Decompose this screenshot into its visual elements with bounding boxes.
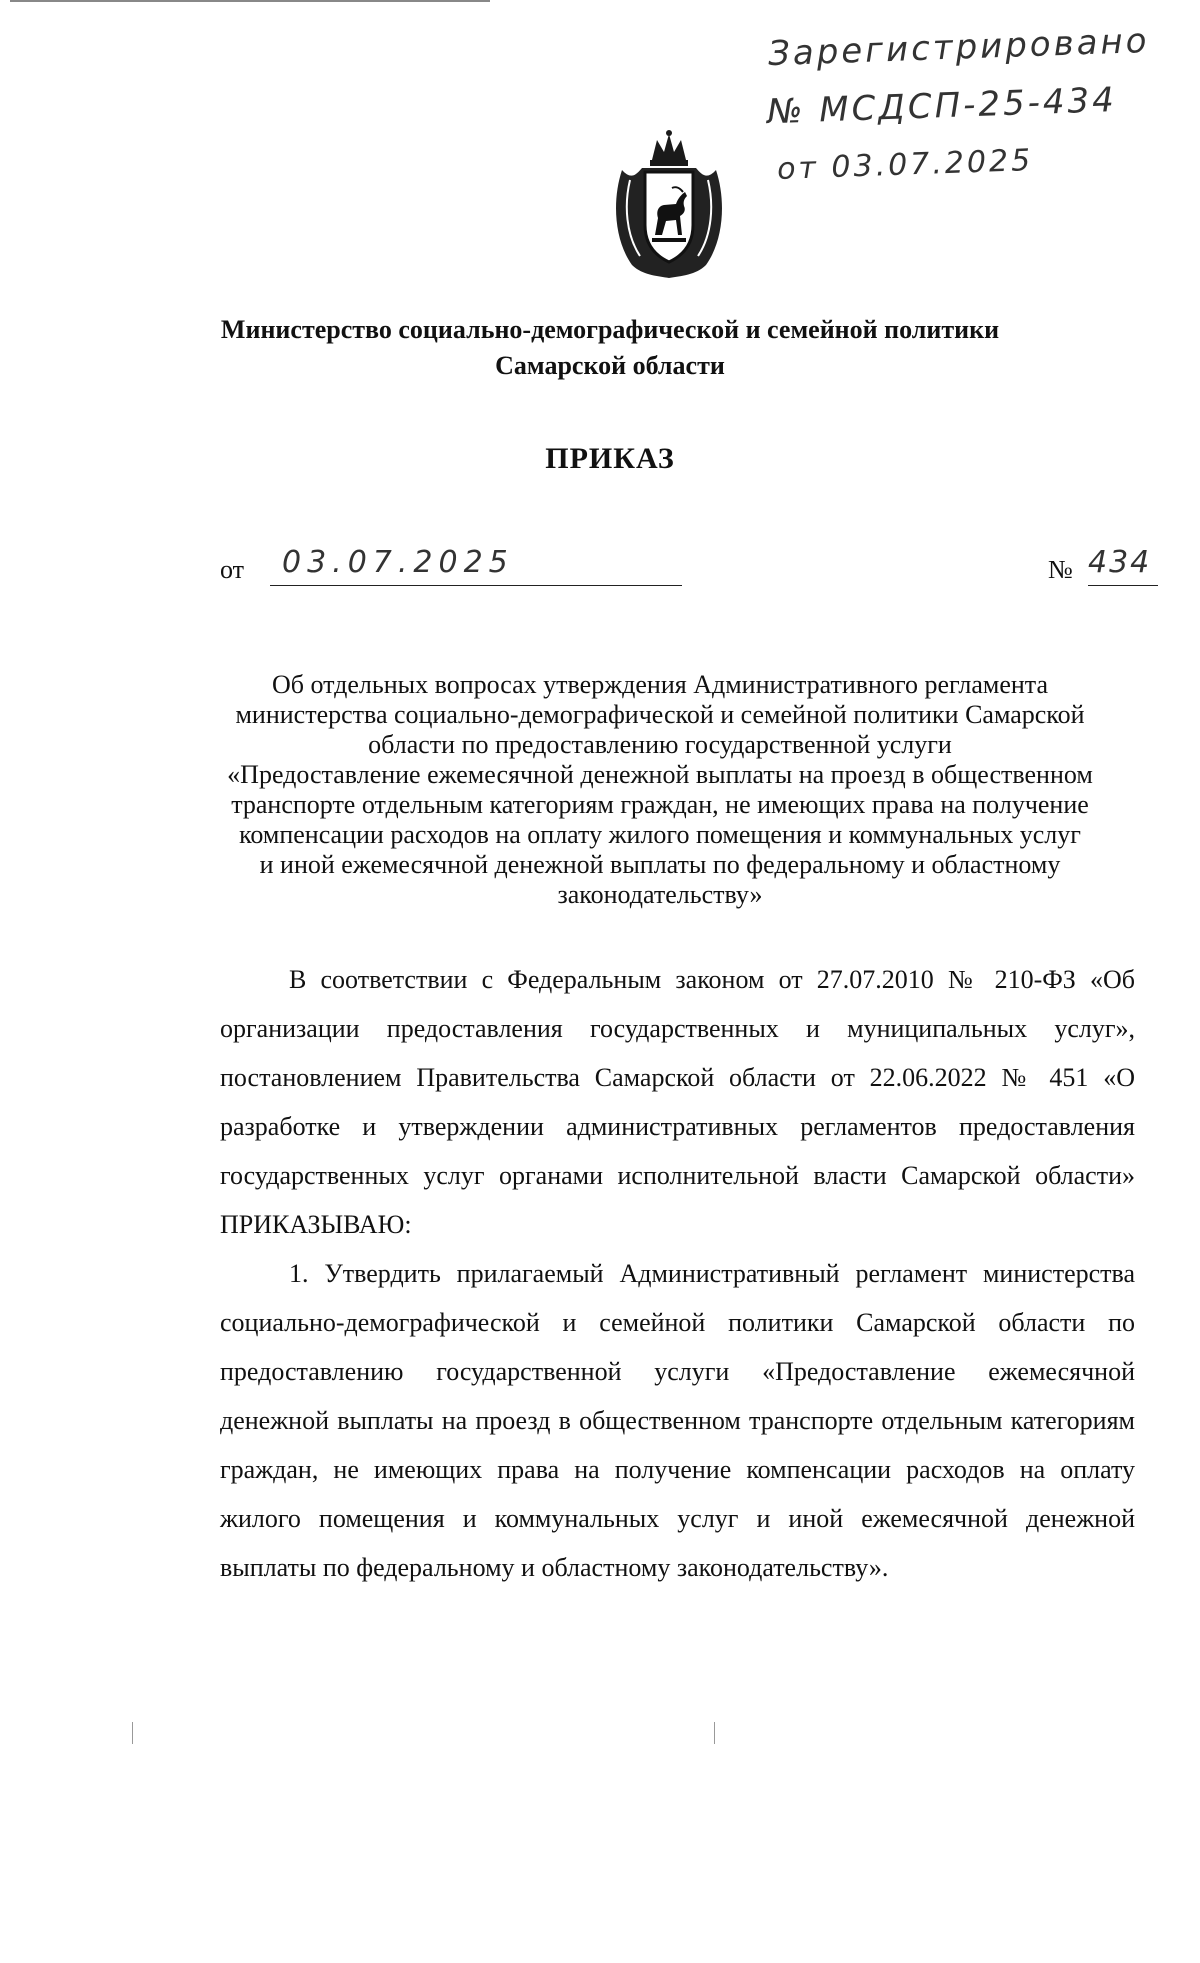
subject-line: «Предоставление ежемесячной денежной выплаты на проезд в общественном — [227, 760, 1093, 789]
item-1-paragraph: 1. Утвердить прилагаемый Административный регламент министерства социально-демографической и семейной политики Самарской области по предоставлению государственной услуги «Предоставление ежемесячной денежной выплаты на проезд в общественном транспорте отдельным категориям граждан, не имеющих права на получение компенсации расходов на оплату жилого помещения и коммунальных услуг и иной ежемесячной денежной выплаты по федеральному и областному законодательству». — [220, 1259, 1135, 1582]
document-type-heading: ПРИКАЗ — [545, 442, 675, 475]
number-prefix: № — [1048, 555, 1073, 584]
date-field: 03.07.2025 — [270, 545, 682, 586]
subject-line: законодательству» — [557, 880, 763, 909]
date-prefix: от — [220, 555, 245, 584]
subject-line: Об отдельных вопросах утверждения Административного регламента — [271, 670, 1049, 699]
date-number-row — [220, 545, 1150, 595]
ministry-title-line2: Самарской области — [495, 351, 725, 380]
order-subject — [205, 670, 1115, 910]
registration-handwritten-note — [767, 11, 1183, 199]
number-field: 434 — [1088, 545, 1158, 586]
registration-note-line1: Зарегистрировано — [767, 20, 1151, 75]
registration-note-line2: № МСДСП-25-434 — [766, 80, 1118, 133]
order-body — [220, 955, 1135, 1592]
scan-mark — [132, 1722, 133, 1744]
subject-line: транспорте отдельным категориям граждан, не имеющих права на получение — [231, 790, 1089, 819]
subject-line: компенсации расходов на оплату жилого помещения и коммунальных услуг — [239, 820, 1081, 849]
ministry-title — [180, 312, 1040, 384]
preamble-paragraph: В соответствии с Федеральным законом от 27.07.2010 № 210-ФЗ «Об организации предоставления государственных и муниципальных услуг», постановлением Правительства Самарской области от 22.06.2022 № 451 «О разработке и утверждении административных регламентов предоставления государственных услуг органами исполнительной власти Самарской области» ПРИКАЗЫВАЮ: — [220, 965, 1135, 1239]
subject-line: и иной ежемесячной денежной выплаты по федеральному и областному — [259, 850, 1061, 879]
registration-note-line3: от 03.07.2025 — [776, 143, 1034, 187]
ministry-title-line1: Министерство социально-демографической и семейной политики — [220, 315, 1000, 344]
scan-edge-line — [10, 0, 490, 2]
subject-line: министерства социально-демографической и семейной политики Самарской — [235, 700, 1085, 729]
coat-of-arms-emblem — [612, 130, 727, 278]
subject-line: области по предоставлению государственной услуги — [368, 730, 952, 759]
scan-mark — [714, 1722, 715, 1744]
